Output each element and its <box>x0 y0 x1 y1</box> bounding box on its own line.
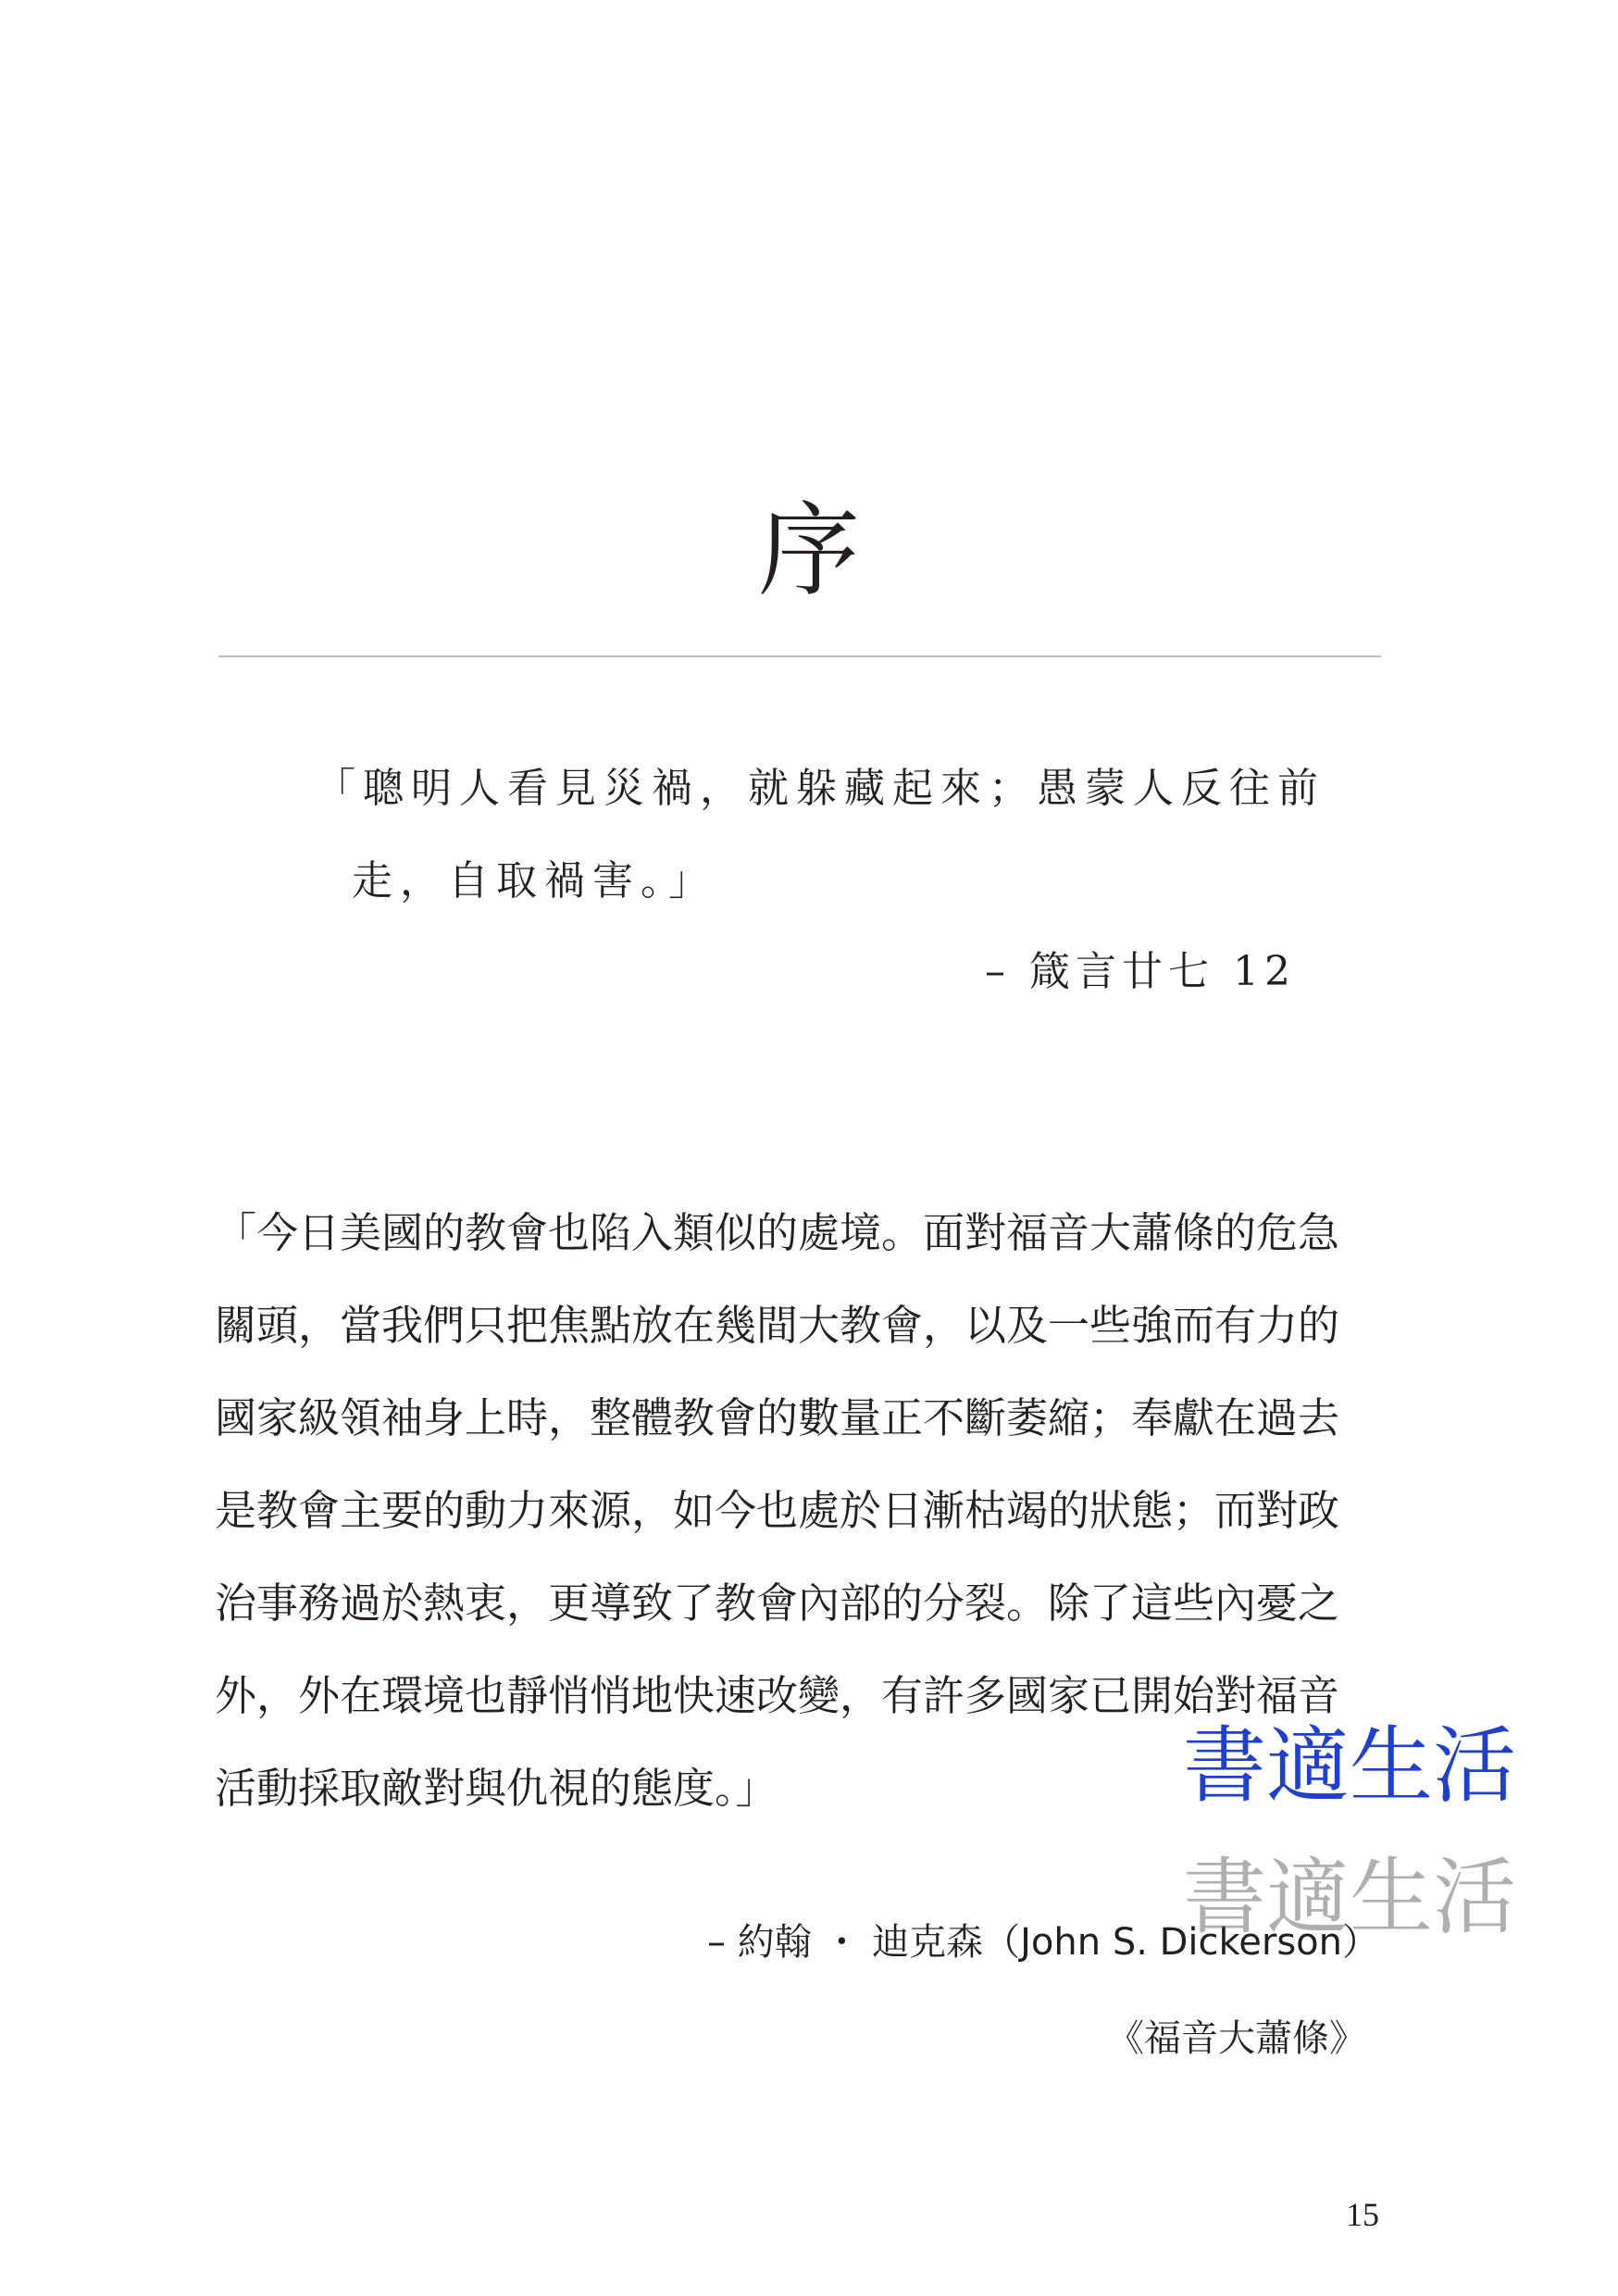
watermark-blue: 書適生活 <box>1183 1717 1516 1815</box>
page-title: 序 <box>758 492 860 610</box>
quote-line: 活動採取敵對與仇視的態度。」 <box>215 1764 778 1813</box>
quote-line: 是教會主要的動力來源，如今也處於日漸枯竭的狀態；而對政 <box>215 1486 1340 1535</box>
page-number: 15 <box>1346 2196 1379 2233</box>
epigraph-line: 走，自取禍害。」 <box>352 857 716 905</box>
quote-attribution: – 約翰 ・ 迪克森（John S. Dickerson） <box>706 1921 1379 1964</box>
quote-line: 治事務過於熱衷，更導致了教會內部的分裂。除了這些內憂之 <box>215 1578 1340 1628</box>
quote-line: 國家級領袖身上時，整體教會的數量正不斷萎縮；奉獻在過去 <box>215 1393 1340 1442</box>
watermark-gray: 書適生活 <box>1183 1849 1516 1946</box>
quote-line: 關頭，當我們只把焦點放在幾間大教會，以及一些強而有力的 <box>215 1301 1340 1350</box>
epigraph-line: 「聰明人看見災禍，就躲藏起來；愚蒙人反往前 <box>315 765 1326 812</box>
book-title: 《福音大蕭條》 <box>1107 2017 1366 2060</box>
quote-line: 「今日美國的教會也陷入類似的處境。面對福音大蕭條的危急 <box>215 1208 1340 1257</box>
epigraph-source: – 箴言廿七 12 <box>985 948 1296 995</box>
title-divider <box>218 655 1381 657</box>
quote-line: 外，外在環境也靜悄悄地快速改變，有許多國家已開始對福音 <box>215 1671 1340 1720</box>
